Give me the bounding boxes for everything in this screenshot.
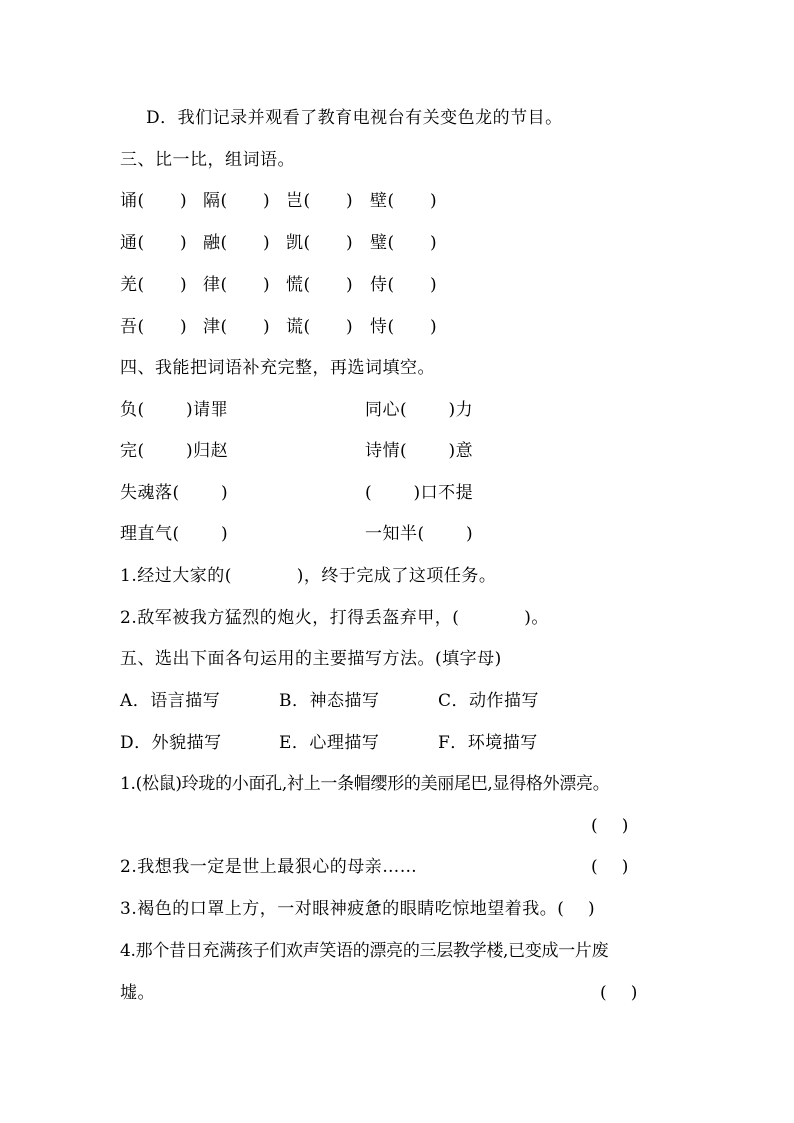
idiom-cell: 诗情( )意 xyxy=(365,441,474,461)
word-cell: 璧( ) xyxy=(370,233,438,253)
word-cell: 羌( ) xyxy=(120,275,188,295)
method-option: C．动作描写 xyxy=(438,691,540,711)
question-4-continuation: 墟。 xyxy=(120,983,155,1003)
word-cell: 融( ) xyxy=(203,233,271,253)
word-cell: 诵( ) xyxy=(120,191,188,211)
word-cell: 吾( ) xyxy=(120,317,188,337)
word-cell: 岂( ) xyxy=(286,191,354,211)
question-2-text: 2.我想我一定是世上最狠心的母亲…… xyxy=(120,857,418,877)
idiom-cell: 负( )请罪 xyxy=(120,400,229,420)
word-cell: 隔( ) xyxy=(203,191,271,211)
option-d-line: D．我们记录并观看了教育电视台有关变色龙的节目。 xyxy=(146,108,563,128)
section-3-heading: 三、比一比，组词语。 xyxy=(120,150,295,170)
idiom-cell: 同心( )力 xyxy=(365,400,474,420)
method-option: B．神态描写 xyxy=(279,691,380,711)
idiom-cell: 完( )归赵 xyxy=(120,441,229,461)
question-4-answer-blank: ( ) xyxy=(600,983,638,1003)
section-4-heading: 四、我能把词语补充完整，再选词填空。 xyxy=(120,358,435,378)
method-option: D．外貌描写 xyxy=(120,733,222,753)
word-cell: 津( ) xyxy=(203,317,271,337)
question-1-answer-blank: ( ) xyxy=(591,816,629,836)
fill-sentence-2: 2.敌军被我方猛烈的炮火，打得丢盔弃甲，( )。 xyxy=(120,608,549,628)
section-5-heading: 五、选出下面各句运用的主要描写方法。(填字母) xyxy=(120,649,502,669)
idiom-cell: ( )口不提 xyxy=(365,483,474,503)
question-1-text: 1.(松鼠)玲珑的小面孔,衬上一条帽缨形的美丽尾巴,显得格外漂亮。 xyxy=(120,774,610,794)
method-option: A．语言描写 xyxy=(120,691,221,711)
word-cell: 侍( ) xyxy=(370,275,438,295)
question-4-text: 4.那个昔日充满孩子们欢声笑语的漂亮的三层教学楼,已变成一片废 xyxy=(120,941,609,961)
question-3-text: 3.褐色的口罩上方，一对眼神疲惫的眼睛吃惊地望着我。( ) xyxy=(120,899,596,919)
word-cell: 律( ) xyxy=(203,275,271,295)
fill-sentence-1: 1.经过大家的( )，终于完成了这项任务。 xyxy=(120,566,497,586)
method-option: F．环境描写 xyxy=(438,733,538,753)
word-cell: 谎( ) xyxy=(286,317,354,337)
question-2-answer-blank: ( ) xyxy=(591,857,629,877)
word-cell: 凯( ) xyxy=(286,233,354,253)
word-cell: 慌( ) xyxy=(286,275,354,295)
word-cell: 恃( ) xyxy=(370,317,438,337)
word-cell: 壁( ) xyxy=(370,191,438,211)
word-cell: 通( ) xyxy=(120,233,188,253)
idiom-cell: 失魂落( ) xyxy=(120,483,229,503)
idiom-cell: 理直气( ) xyxy=(120,524,229,544)
idiom-cell: 一知半( ) xyxy=(365,524,474,544)
method-option: E．心理描写 xyxy=(279,733,380,753)
